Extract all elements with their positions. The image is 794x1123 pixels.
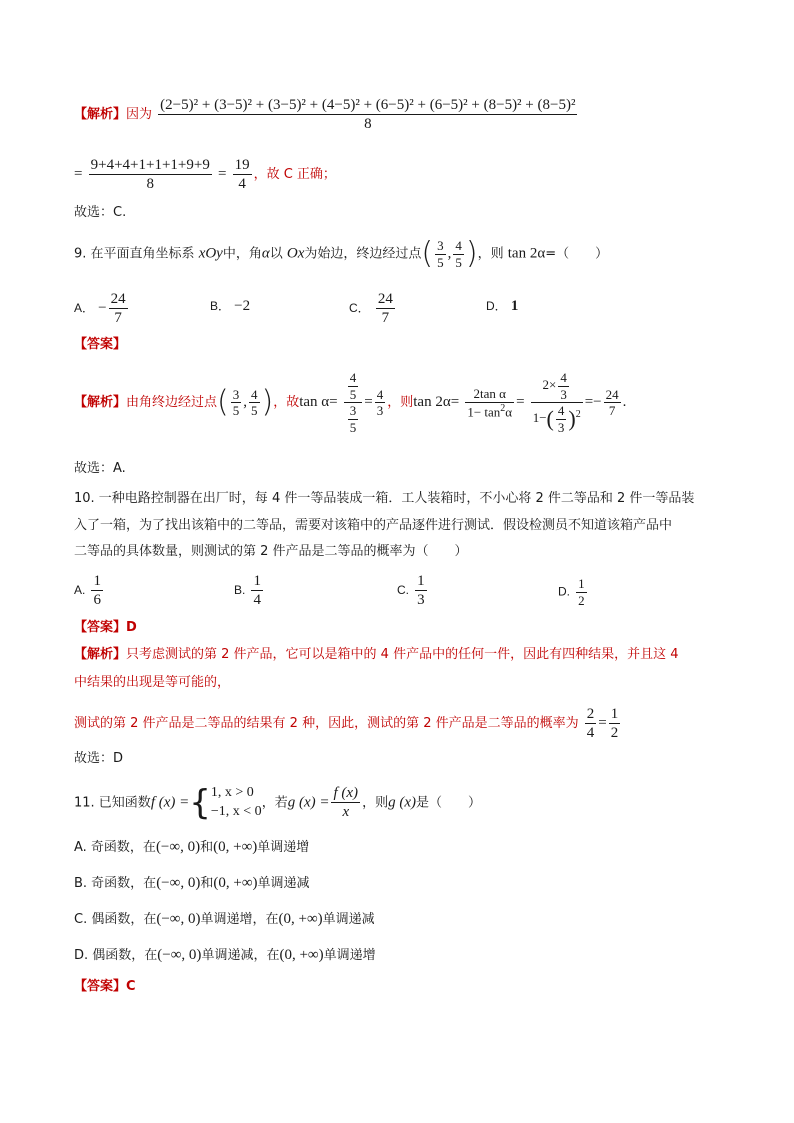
q9-option-c[interactable] bbox=[349, 290, 397, 327]
q9-formula-num: 2tan α bbox=[473, 385, 506, 401]
q10-stem-line1 bbox=[74, 492, 694, 505]
q9-option-d-value: 1 bbox=[510, 298, 519, 314]
q10-option-c-label: C. bbox=[397, 583, 409, 597]
q11-frac-num: f (x) bbox=[333, 785, 359, 802]
q8-conclusion: ，故 C 正确； bbox=[253, 167, 336, 182]
q8-choice-text: 故选：C. bbox=[74, 205, 127, 220]
q8-because: 因为 bbox=[126, 107, 153, 122]
q9-answer bbox=[74, 338, 126, 351]
q9-point-x bbox=[435, 238, 446, 270]
q9-option-c-fraction bbox=[376, 290, 395, 327]
q11-option-d-label: D. 偶函数，在 bbox=[74, 948, 158, 963]
q9-option-c-num: 24 bbox=[377, 291, 393, 307]
q10-stem-line2 bbox=[74, 519, 672, 532]
q11-option-c[interactable] bbox=[74, 912, 375, 927]
q9-final-num: 24 bbox=[605, 386, 619, 402]
q9-sub-den-frac bbox=[556, 403, 567, 435]
q10-prob-res-num: 1 bbox=[610, 706, 619, 722]
q9-tan-num-bot: 5 bbox=[349, 386, 357, 402]
q10-option-c-num: 1 bbox=[417, 573, 425, 589]
q10-analysis-text1: 只考虑测试的第 2 件产品，它可以是箱中的 4 件产品中的任何一件，因此有四种结果，并且这 4 bbox=[126, 647, 679, 662]
q9-point-y bbox=[453, 238, 464, 270]
q10-prob-res-den: 2 bbox=[610, 725, 619, 741]
q9-option-d-label: D． bbox=[486, 299, 507, 313]
q9-analysis-prefix: 由角终边经过点 bbox=[126, 395, 218, 411]
q9-sub-num-prefix: 2× bbox=[542, 377, 557, 393]
q9-substitution bbox=[531, 370, 583, 435]
q8-result-num: 19 bbox=[234, 157, 250, 173]
q9-final-minus: − bbox=[593, 394, 602, 411]
q9-formula-den bbox=[465, 403, 514, 420]
q11-option-a-tail: 单调递增 bbox=[257, 840, 310, 855]
q8-analysis-line2: = $\frac{9+4+4+1+1+1+9+9}{8}$ = $\frac{19}{4}$ ，故 C 正确； bbox=[74, 157, 336, 192]
q9-tan-top-frac bbox=[348, 370, 359, 402]
q11-answer-tag: 【答案】 bbox=[74, 979, 127, 994]
q11-stem-mid: ，若 bbox=[261, 795, 288, 811]
q9-analysis-point-den2: 5 bbox=[251, 403, 258, 419]
q10-option-b-fraction bbox=[251, 572, 263, 609]
q10-analysis-text3: 测试的第 2 件产品是二等品的结果有 2 种，因此，测试的第 2 件产品是二等品的概率为 bbox=[74, 716, 579, 731]
q11-option-a-interval1: (−∞, 0) bbox=[155, 839, 201, 855]
q9-alpha: α bbox=[261, 245, 270, 262]
q9-option-a-label: A． bbox=[74, 301, 95, 315]
q11-option-c-interval2: (0, +∞) bbox=[278, 911, 323, 927]
q11-stem: 11. 已知函数f (x) ={ 1, x > 0 −1, x < 0 ，若g (x) = $\frac{f (x)}{x}$ ，则g (x)是（ ） bbox=[74, 782, 481, 823]
q9-analysis-tag: 【解析】 bbox=[74, 395, 127, 411]
q11-option-c-label: C. 偶函数，在 bbox=[74, 912, 157, 927]
q8-sum-numerator: 9+4+4+1+1+1+9+9 bbox=[90, 157, 210, 173]
q9-tan-num-top: 4 bbox=[349, 370, 357, 385]
q9-sub-num-frac-top: 4 bbox=[560, 370, 567, 385]
q8-choice bbox=[74, 206, 126, 219]
q10-choice bbox=[74, 752, 123, 765]
q9-final-fraction bbox=[604, 387, 621, 419]
q9-sub-den-sup: 2 bbox=[575, 408, 581, 420]
q9-sub-den-prefix: 1− bbox=[532, 410, 547, 426]
q9-answer-tag: 【答案】 bbox=[74, 337, 127, 352]
q9-tan-compound-fraction bbox=[344, 370, 363, 435]
q9-option-a-den: 7 bbox=[114, 310, 122, 326]
q9-stem-prefix: 9. 在平面直角坐标系 bbox=[74, 246, 195, 262]
q10-analysis-tag: 【解析】 bbox=[74, 647, 127, 662]
q11-option-b-tail: 单调递减 bbox=[257, 876, 310, 891]
q9-option-d[interactable] bbox=[486, 299, 518, 314]
q9-tan-den-top: 3 bbox=[349, 403, 357, 419]
q11-option-d[interactable] bbox=[74, 948, 376, 963]
q9-option-b-value: −2 bbox=[234, 298, 251, 314]
q10-option-b-label: B. bbox=[234, 583, 246, 597]
q9-eq4: = bbox=[516, 394, 525, 411]
q11-option-c-mid: 单调递增，在 bbox=[200, 912, 279, 927]
q9-sub-den-frac-bot: 3 bbox=[557, 419, 565, 435]
q8-big-numerator: (2−5)² + (3−5)² + (3−5)² + (4−5)² + (6−5)² + (6−5)² + (8−5)² + (8−5)² bbox=[160, 97, 576, 113]
q10-analysis-line2 bbox=[74, 676, 230, 689]
q8-analysis-line1 bbox=[74, 96, 579, 133]
q9-blank: =（ ） bbox=[545, 246, 609, 262]
q9-tan-result bbox=[375, 387, 386, 419]
q11-option-a-label: A. 奇函数，在 bbox=[74, 840, 156, 855]
q10-option-a-label: A. bbox=[74, 583, 86, 597]
q9-option-c-den: 7 bbox=[381, 310, 390, 326]
q11-cases bbox=[211, 784, 262, 822]
q11-stem-mid2: ，则 bbox=[362, 795, 389, 811]
q10-answer-tag: 【答案】 bbox=[74, 620, 127, 635]
q8-result-den: 4 bbox=[238, 176, 246, 192]
q10-answer-value: D bbox=[126, 620, 137, 635]
q9-tan-den-bot: 5 bbox=[349, 419, 357, 435]
q9-analysis-point-den1: 5 bbox=[232, 403, 240, 419]
q10-analysis-line3 bbox=[74, 705, 622, 742]
q9-sub-den: 1−( $\frac{4}{3}$ )$^2$ bbox=[532, 403, 581, 435]
q9-point-num1: 3 bbox=[437, 238, 444, 253]
q10-option-b-den: 4 bbox=[253, 592, 261, 608]
q9-analysis-point-x bbox=[231, 387, 242, 419]
q9-analysis-point-y bbox=[249, 387, 260, 419]
q8-big-fraction bbox=[158, 96, 577, 133]
q10-option-b-num: 1 bbox=[253, 573, 261, 589]
q9-formula-den-sup: 2 bbox=[500, 402, 506, 414]
q11-option-b-label: B. 奇函数，在 bbox=[74, 876, 157, 891]
q11-stem-prefix: 11. 已知函数 bbox=[74, 795, 151, 811]
q10-option-d-fraction bbox=[576, 576, 587, 608]
q11-option-d-mid: 单调递减，在 bbox=[201, 948, 280, 963]
q10-line3: 二等品的具体数量，则测试的第 2 件产品是二等品的概率为（ ） bbox=[74, 544, 468, 559]
q10-option-b[interactable] bbox=[234, 572, 265, 609]
q11-option-a[interactable] bbox=[74, 840, 309, 855]
q9-formula-den-prefix: 1− tan bbox=[467, 403, 501, 419]
q9-tan-bot-frac bbox=[348, 403, 359, 435]
q10-stem-line3 bbox=[74, 545, 468, 558]
q8-sum-denominator: 8 bbox=[146, 176, 154, 192]
q10-prob-fraction bbox=[585, 705, 597, 742]
q10-option-a-fraction bbox=[91, 572, 103, 609]
q11-option-c-interval1: (−∞, 0) bbox=[156, 911, 201, 927]
q9-option-b-label: B． bbox=[210, 299, 231, 313]
q9-tana: tan α bbox=[299, 394, 330, 411]
q11-stem-suffix: 是（ ） bbox=[415, 795, 481, 811]
q10-answer bbox=[74, 621, 137, 634]
q9-option-b[interactable] bbox=[210, 299, 250, 314]
q8-result-fraction bbox=[233, 156, 252, 193]
q10-option-a-num: 1 bbox=[93, 573, 101, 589]
q10-analysis-line1 bbox=[74, 648, 679, 661]
q10-prob-result bbox=[609, 705, 621, 742]
q9-final-den: 7 bbox=[608, 403, 616, 419]
q9-sub-num bbox=[541, 370, 573, 402]
q10-option-d[interactable] bbox=[558, 576, 589, 608]
q10-prob-den: 4 bbox=[586, 725, 595, 741]
q8-sum-fraction bbox=[89, 156, 212, 193]
q10-prob-num: 2 bbox=[586, 706, 595, 722]
q10-option-d-den: 2 bbox=[578, 592, 585, 608]
q9-stem: 9. 在平面直角坐标系 xOy中，角α以 Ox为始边，终边经过点( $\frac{3}{5}$ , $\frac{4}{5}$ )，则 tan 2α=（ ） bbox=[74, 236, 609, 272]
q11-gx2: g (x) bbox=[388, 794, 416, 811]
q10-option-a[interactable] bbox=[74, 572, 105, 609]
q9-sub-den-frac-top: 4 bbox=[557, 403, 565, 419]
q9-then: ，则 bbox=[387, 395, 414, 411]
q9-analysis-point-num2: 4 bbox=[251, 386, 258, 402]
q9-sub-num-frac-bot: 3 bbox=[560, 386, 567, 402]
q10-analysis-text2: 中结果的出现是等可能的， bbox=[74, 675, 231, 690]
q9-stem-mid: 中，角 bbox=[222, 246, 262, 262]
q10-option-c-fraction bbox=[415, 572, 427, 609]
q9-formula-den-suffix: α bbox=[505, 403, 513, 419]
q10-option-c-den: 3 bbox=[417, 592, 425, 608]
q11-option-a-and: 和 bbox=[200, 840, 214, 855]
q9-final-dot: . bbox=[622, 394, 627, 411]
q10-choice-text: 故选：D bbox=[74, 751, 124, 766]
q9-point-den2: 5 bbox=[455, 254, 462, 270]
q11-option-c-tail: 单调递减 bbox=[322, 912, 375, 927]
q9-option-a-minus: − bbox=[98, 300, 107, 316]
q10-option-d-num: 1 bbox=[578, 576, 585, 591]
q9-point-den1: 5 bbox=[437, 254, 444, 270]
q10-option-a-den: 6 bbox=[93, 592, 101, 608]
q9-stem-suffix: ，则 bbox=[477, 246, 504, 262]
q9-stem-mid3: 为始边，终边经过点 bbox=[304, 246, 422, 262]
q9-option-a-fraction bbox=[109, 290, 128, 327]
q9-option-c-label: C． bbox=[349, 301, 370, 315]
q9-formula bbox=[465, 386, 514, 420]
q11-option-d-tail: 单调递增 bbox=[323, 948, 376, 963]
q9-sub-num-frac bbox=[558, 370, 569, 402]
q9-analysis: 【解析】由角终边经过点( $\frac{3}{5}$ , $\frac{4}{5}$ )，故tan α= $\frac{\frac{4}{5}}{\frac{3}{5}}$ = $\frac{4}{3}$ ，则tan 2α= $\frac{\text{2tan α}}{1- \tan^2\alpha}$ = 2× $\frac{4}{3}$ 1−( $\frac{4}{3}$ )$^2$ =− $\frac{24}{7}$ . bbox=[74, 370, 627, 435]
q9-ox: Ox bbox=[286, 245, 305, 262]
q10-option-d-label: D. bbox=[558, 584, 570, 599]
q9-tan-result-den: 3 bbox=[376, 403, 384, 419]
q9-choice-text: 故选：A. bbox=[74, 461, 126, 476]
q9-point-num2: 4 bbox=[455, 238, 462, 253]
q9-choice bbox=[74, 462, 126, 475]
q11-option-d-interval2: (0, +∞) bbox=[279, 947, 324, 963]
q11-option-a-interval2: (0, +∞) bbox=[213, 839, 258, 855]
q9-analysis-point-num1: 3 bbox=[232, 386, 240, 402]
q10-option-c[interactable] bbox=[397, 572, 429, 609]
q11-answer-value: C bbox=[126, 979, 136, 994]
q9-analysis-tan2a: tan 2α bbox=[413, 394, 451, 411]
q9-eq1: = bbox=[329, 394, 338, 411]
q9-stem-mid2: 以 bbox=[269, 246, 283, 262]
q9-eq5: = bbox=[584, 394, 594, 411]
q11-option-b-interval1: (−∞, 0) bbox=[156, 875, 201, 891]
q9-tan2a: tan 2α bbox=[507, 245, 546, 262]
q11-gx-fraction bbox=[331, 784, 360, 821]
q8-big-denominator: 8 bbox=[364, 116, 372, 132]
q9-analysis-mid: ，故 bbox=[273, 395, 300, 411]
q11-option-d-interval1: (−∞, 0) bbox=[157, 947, 202, 963]
q11-frac-den: x bbox=[342, 804, 350, 821]
q11-option-b-interval2: (0, +∞) bbox=[213, 875, 258, 891]
q11-case1: 1, x > 0 bbox=[210, 785, 254, 800]
q11-fx: f (x) = bbox=[150, 794, 190, 811]
q11-gx: g (x) = bbox=[287, 794, 330, 811]
q10-line1: 10. 一种电路控制器在出厂时，每 4 件一等品装成一箱．工人装箱时，不小心将 2 件二等品和 2 件一等品装 bbox=[74, 491, 695, 506]
q9-eq2: = bbox=[364, 394, 373, 411]
q9-xoy: xOy bbox=[198, 245, 223, 262]
q9-tan-result-num: 4 bbox=[376, 386, 384, 402]
q11-option-b-and: 和 bbox=[200, 876, 214, 891]
q11-option-b[interactable] bbox=[74, 876, 310, 891]
q9-option-a-num: 24 bbox=[110, 291, 126, 307]
q9-option-a[interactable] bbox=[74, 290, 130, 327]
q10-line2: 入了一箱，为了找出该箱中的二等品，需要对该箱中的产品逐件进行测试．假设检测员不知道该箱产品中 bbox=[74, 518, 673, 533]
q9-eq3: = bbox=[450, 394, 460, 411]
q11-answer bbox=[74, 980, 136, 993]
q11-case2: −1, x < 0 bbox=[210, 803, 262, 819]
q8-analysis-tag: 【解析】 bbox=[74, 107, 127, 122]
q10-prob-eq: = bbox=[598, 715, 607, 731]
